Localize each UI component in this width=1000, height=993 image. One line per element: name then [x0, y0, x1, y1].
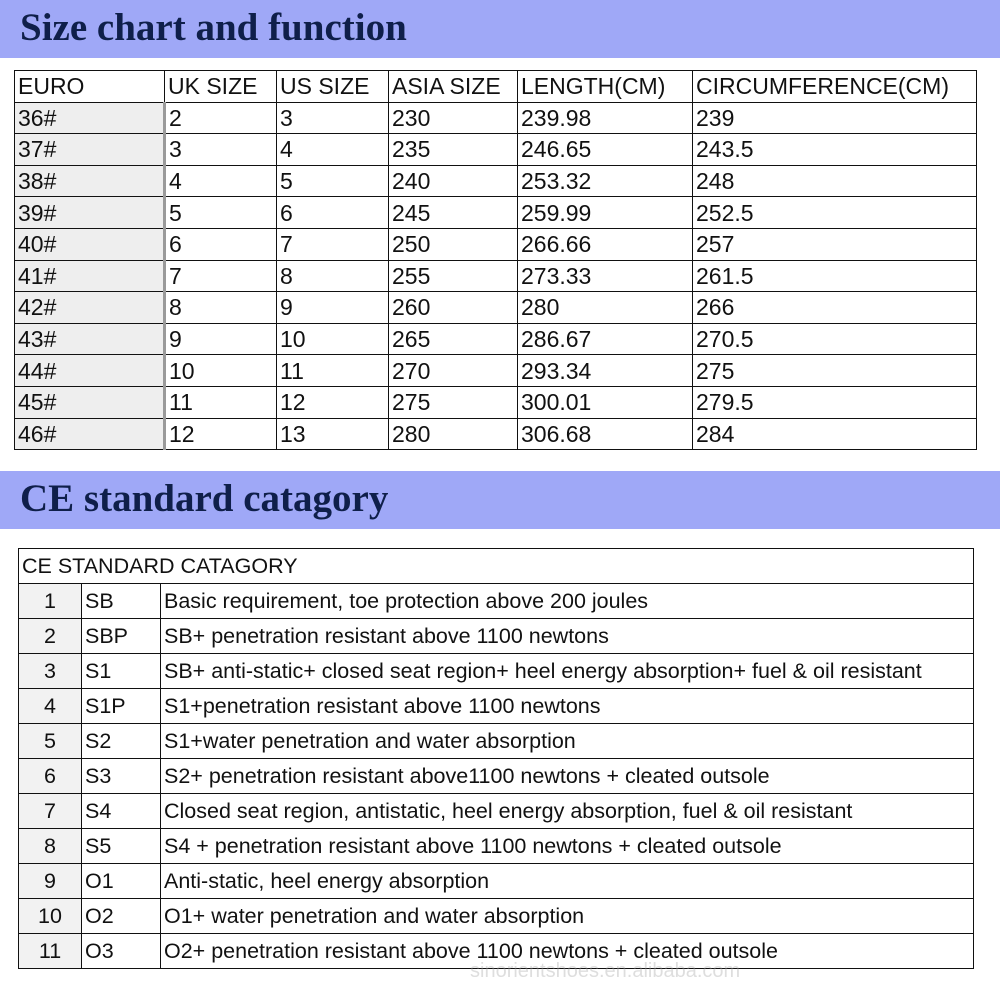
size-table-row: [15, 292, 977, 324]
ce-category-code: S3: [82, 759, 161, 794]
ce-row-number: 5: [19, 724, 82, 759]
ce-category-description: Anti-static, heel energy absorption: [161, 864, 974, 899]
ce-category-description: Closed seat region, antistatic, heel energy absorption, fuel & oil resistant: [161, 794, 974, 829]
cell-asia-size: 255: [389, 260, 518, 292]
ce-category-description: S1+water penetration and water absorption: [161, 724, 974, 759]
size-table-row: [15, 418, 977, 450]
ce-table-row: [19, 794, 974, 829]
cell-length: 300.01: [518, 386, 693, 418]
cell-euro: 39#: [15, 197, 165, 229]
cell-us-size: 10: [277, 323, 389, 355]
cell-uk-size: 11: [165, 386, 277, 418]
cell-asia-size: 250: [389, 228, 518, 260]
cell-length: 239.98: [518, 102, 693, 134]
cell-length: 273.33: [518, 260, 693, 292]
watermark: sinorientshoes.en.alibaba.com: [470, 960, 741, 982]
cell-circumference: 248: [693, 165, 977, 197]
ce-category-code: S1P: [82, 689, 161, 724]
cell-us-size: 6: [277, 197, 389, 229]
cell-circumference: 243.5: [693, 134, 977, 166]
cell-length: 253.32: [518, 165, 693, 197]
cell-uk-size: 12: [165, 418, 277, 450]
cell-euro: 38#: [15, 165, 165, 197]
cell-length: 306.68: [518, 418, 693, 450]
cell-us-size: 3: [277, 102, 389, 134]
ce-table-row: [19, 654, 974, 689]
cell-circumference: 239: [693, 102, 977, 134]
cell-euro: 46#: [15, 418, 165, 450]
cell-euro: 37#: [15, 134, 165, 166]
ce-category-description: S1+penetration resistant above 1100 newtons: [161, 689, 974, 724]
cell-euro: 36#: [15, 102, 165, 134]
ce-category-code: S4: [82, 794, 161, 829]
cell-euro: 44#: [15, 355, 165, 387]
ce-standard-table: [18, 548, 974, 969]
ce-category-code: O2: [82, 899, 161, 934]
cell-length: 286.67: [518, 323, 693, 355]
ce-category-description: S4 + penetration resistant above 1100 newtons + cleated outsole: [161, 829, 974, 864]
ce-table-row: [19, 584, 974, 619]
cell-asia-size: 260: [389, 292, 518, 324]
header-euro: EURO: [15, 71, 165, 103]
cell-length: 266.66: [518, 228, 693, 260]
ce-category-description: O2+ penetration resistant above 1100 newtons + cleated outsole: [161, 934, 974, 969]
ce-row-number: 10: [19, 899, 82, 934]
cell-length: 259.99: [518, 197, 693, 229]
cell-us-size: 11: [277, 355, 389, 387]
ce-category-code: S1: [82, 654, 161, 689]
cell-asia-size: 280: [389, 418, 518, 450]
cell-circumference: 275: [693, 355, 977, 387]
cell-us-size: 5: [277, 165, 389, 197]
ce-table-row: [19, 689, 974, 724]
cell-asia-size: 240: [389, 165, 518, 197]
ce-row-number: 4: [19, 689, 82, 724]
cell-euro: 42#: [15, 292, 165, 324]
ce-row-number: 1: [19, 584, 82, 619]
header-us-size: US SIZE: [277, 71, 389, 103]
ce-table-header: CE STANDARD CATAGORY: [19, 549, 974, 584]
cell-euro: 45#: [15, 386, 165, 418]
cell-length: 246.65: [518, 134, 693, 166]
ce-category-description: O1+ water penetration and water absorption: [161, 899, 974, 934]
cell-circumference: 257: [693, 228, 977, 260]
cell-us-size: 7: [277, 228, 389, 260]
cell-us-size: 4: [277, 134, 389, 166]
cell-uk-size: 6: [165, 228, 277, 260]
cell-asia-size: 270: [389, 355, 518, 387]
cell-us-size: 9: [277, 292, 389, 324]
size-table-row: [15, 197, 977, 229]
size-chart-title: Size chart and function: [20, 6, 407, 49]
cell-uk-size: 9: [165, 323, 277, 355]
ce-category-description: Basic requirement, toe protection above 200 joules: [161, 584, 974, 619]
cell-asia-size: 235: [389, 134, 518, 166]
ce-category-code: S2: [82, 724, 161, 759]
cell-uk-size: 5: [165, 197, 277, 229]
cell-circumference: 266: [693, 292, 977, 324]
ce-row-number: 9: [19, 864, 82, 899]
size-table-row: [15, 228, 977, 260]
cell-uk-size: 4: [165, 165, 277, 197]
cell-asia-size: 230: [389, 102, 518, 134]
cell-uk-size: 2: [165, 102, 277, 134]
cell-circumference: 252.5: [693, 197, 977, 229]
ce-table-header-row: [19, 549, 974, 584]
cell-euro: 40#: [15, 228, 165, 260]
header-asia-size: ASIA SIZE: [389, 71, 518, 103]
ce-category-description: SB+ anti-static+ closed seat region+ heel energy absorption+ fuel & oil resistant: [161, 654, 974, 689]
ce-row-number: 11: [19, 934, 82, 969]
size-chart-banner: [0, 0, 1000, 58]
cell-uk-size: 10: [165, 355, 277, 387]
header-length: LENGTH(CM): [518, 71, 693, 103]
size-table-row: [15, 355, 977, 387]
ce-standard-banner: [0, 471, 1000, 529]
cell-circumference: 284: [693, 418, 977, 450]
cell-asia-size: 275: [389, 386, 518, 418]
ce-category-code: S5: [82, 829, 161, 864]
ce-category-code: SB: [82, 584, 161, 619]
ce-category-code: O3: [82, 934, 161, 969]
ce-table-row: [19, 864, 974, 899]
ce-category-code: SBP: [82, 619, 161, 654]
size-table-row: [15, 260, 977, 292]
cell-uk-size: 8: [165, 292, 277, 324]
ce-table-row: [19, 899, 974, 934]
cell-circumference: 270.5: [693, 323, 977, 355]
cell-circumference: 261.5: [693, 260, 977, 292]
ce-row-number: 6: [19, 759, 82, 794]
size-table-row: [15, 102, 977, 134]
cell-asia-size: 245: [389, 197, 518, 229]
cell-us-size: 8: [277, 260, 389, 292]
ce-row-number: 2: [19, 619, 82, 654]
ce-row-number: 8: [19, 829, 82, 864]
cell-asia-size: 265: [389, 323, 518, 355]
cell-length: 280: [518, 292, 693, 324]
ce-table-row: [19, 829, 974, 864]
cell-length: 293.34: [518, 355, 693, 387]
cell-euro: 43#: [15, 323, 165, 355]
size-table-header-row: [15, 71, 977, 103]
size-table-row: [15, 165, 977, 197]
cell-uk-size: 3: [165, 134, 277, 166]
ce-table-row: [19, 619, 974, 654]
header-circumference: CIRCUMFERENCE(CM): [693, 71, 977, 103]
size-table-row: [15, 386, 977, 418]
cell-us-size: 13: [277, 418, 389, 450]
ce-category-description: SB+ penetration resistant above 1100 newtons: [161, 619, 974, 654]
size-chart-table: [14, 70, 977, 450]
ce-category-code: O1: [82, 864, 161, 899]
ce-standard-title: CE standard catagory: [20, 477, 389, 520]
cell-circumference: 279.5: [693, 386, 977, 418]
cell-uk-size: 7: [165, 260, 277, 292]
ce-row-number: 3: [19, 654, 82, 689]
header-uk-size: UK SIZE: [165, 71, 277, 103]
cell-euro: 41#: [15, 260, 165, 292]
size-table-row: [15, 134, 977, 166]
ce-row-number: 7: [19, 794, 82, 829]
ce-table-row: [19, 724, 974, 759]
size-table-row: [15, 323, 977, 355]
ce-table-row: [19, 759, 974, 794]
ce-category-description: S2+ penetration resistant above1100 newtons + cleated outsole: [161, 759, 974, 794]
cell-us-size: 12: [277, 386, 389, 418]
